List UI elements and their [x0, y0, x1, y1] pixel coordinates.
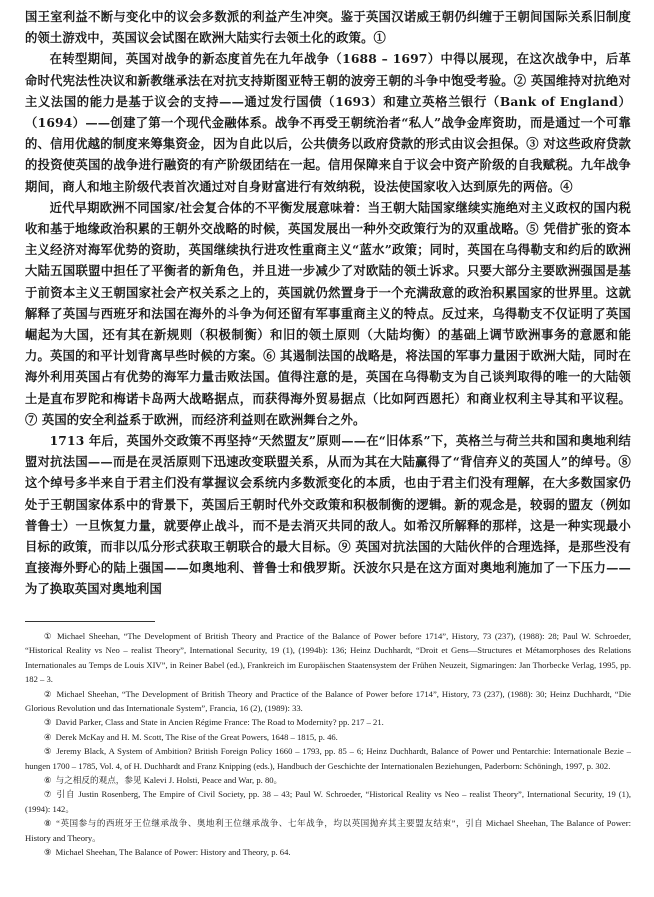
footnote-text: Jeremy Black, A System of Ambition? British Foreign Policy 1660 – 1793, pp. 85 – 6; Heinz Duchhardt, Balance of Power und Pentarchie: Internationale Bezie – hungen 1700 – 1785, Vol. 4, of H. Duchhardt and Franz Knipping (eds.), Handbuch der Geschichte der Internationalen Beziehungen, Paderborn: Schöningh, 1997, p. 302. [25, 746, 631, 771]
footnote-number: ⑧ [43, 818, 53, 829]
footnote-8 [25, 816, 631, 845]
footnote-9 [25, 845, 631, 859]
footnote-text: David Parker, Class and State in Ancien Régime France: The Road to Modernity? pp. 217 – 21. [55, 717, 384, 728]
body-paragraph-2: 在转型期间，英国对战争的新态度首先在九年战争（1688 – 1697）中得以展现，在这次战争中，后革命时代宪法性决议和新教继承法在对抗支持斯图亚特王朝的波旁王朝的斗争中饱受考验。② 英国维持对抗绝对主义法国的能力是基于议会的支持——通过发行国债（1693）和建立英格兰银行（Bank of England）（1694）——创建了第一个现代金融体系。战争不再受王朝统治者“私人”战争金库资助，而是通过一个可靠的、信用优越的制度来筹集资金，因为自此以后，公共债务以政府贷款的形式由议会担保。③ 对这些政府贷款的投资使英国的战争进行融资的有产阶级团结在一起。信用保障来自于议会中资产阶级的自我赋税。九年战争期间，商人和地主阶级代表首次通过对自身财富进行有效纳税，设法使国家收入达到原先的两倍。④ [25, 51, 631, 194]
footnote-number: ④ [43, 731, 52, 742]
footnote-6 [25, 773, 631, 787]
footnote-text: Derek McKay and H. M. Scott, The Rise of the Great Powers, 1648 – 1815, p. 46. [55, 731, 338, 742]
footnote-5 [25, 744, 631, 773]
footnote-3 [25, 715, 631, 729]
footnote-number: ⑨ [43, 847, 52, 858]
footnote-text: “英国参与的西班牙王位继承战争、奥地利王位继承战争、七年战争，均以英国抛弃其主要盟友结束”，引自 Michael Sheehan, The Balance of Power: History and Theory。 [25, 818, 631, 843]
footnote-1 [25, 629, 631, 687]
footnote-number: ⑦ [43, 789, 53, 800]
main-text [25, 6, 631, 600]
footnote-number: ⑥ [43, 775, 52, 786]
footnote-number: ① [43, 631, 54, 641]
footnote-2 [25, 687, 631, 716]
footnote-text: Michael Sheehan, “The Development of British Theory and Practice of the Balance of Power before 1714”, History, 73 (237), (1988): 30; Heinz Duchhardt, “Die Glorious Revolution und das Internationale System”, Francia, 16 (2), (1989): 33. [25, 688, 631, 714]
footnote-text: 引自 Justin Rosenberg, The Empire of Civil Society, pp. 38 – 43; Paul W. Schroeder, “Historical Reality vs Neo – realist Theory”, International Security, 19 (1), (1994): 142。 [25, 789, 631, 814]
body-paragraph-4: 1713 年后，英国外交政策不再坚持“天然盟友”原则——在“旧体系”下，英格兰与荷兰共和国和奥地利结盟对抗法国——而是在灵活原则下迅速改变联盟关系，从而为其在大陆赢得了“背信弃义的英国人”的绰号。⑧ 这个绰号多半来自于君主们没有掌握议会系统内多数派变化的本质，也由于君主们没有理解，在大多数国家仍处于王朝国家体系中的背景下，英国后王朝时代外交政策和积极制衡的逻辑。新的观念是，较弱的盟友（例如普鲁士）一旦恢复力量，就要停止战斗，而不是去消灭共同的敌人。如希汉所解释的那样，这是一种实现最小目标的政策，而非以瓜分形式获取王朝联合的最大目标。⑨ 英国对抗法国的大陆伙伴的合理选择，是那些没有直接海外野心的陆上强国——如奥地利、普鲁士和俄罗斯。沃波尔只是在这方面对奥地利施加了一下压力——为了换取英国对奥地利国 [25, 433, 631, 597]
footnote-4 [25, 730, 631, 744]
footnote-7 [25, 787, 631, 816]
footnote-number: ⑤ [43, 746, 53, 757]
footnote-text: Michael Sheehan, The Balance of Power: History and Theory, p. 64. [55, 847, 291, 858]
footnote-number: ③ [43, 717, 52, 728]
body-paragraph-3: 近代早期欧洲不同国家/社会复合体的不平衡发展意味着：当王朝大陆国家继续实施绝对主义政权的国内税收和基于地缘政治积累的王朝外交战略的时候，英国发展出一种外交政策行为的双重战略。⑤ 凭借扩张的资本主义经济对海军优势的资助，英国继续执行进攻性重商主义“蓝水”政策；同时，英国在乌得勒支和约后的欧洲大陆五国联盟中担任了平衡者的新角色，并且进一步减少了对欧陆的领土诉求。只要大部分主要欧洲强国是基于前资本主义王朝国家社会产权关系之上的，英国就仍然置身于一个充满敌意的政治积累国家的世界里。这就解释了英国与西班牙和法国在海外的斗争为何还留有军事重商主义的特点。反过来，乌得勒支不仅证明了英国崛起为大国，还有其在新规则（积极制衡）和旧的领土原则（大陆均衡）的基础上调节欧洲事务的意愿和能力。英国的和平计划背离早些时候的方案。⑥ 其遏制法国的战略是，将法国的军事力量困于欧洲大陆，同时在海外利用英国占有优势的海军力量击败法国。值得注意的是，英国在乌得勒支为自己谈判取得的唯一的大陆领土是直布罗陀和梅诺卡岛两大战略据点，而获得海外贸易据点（比如阿西恩托）和商业权利主导其和平议程。⑦ 英国的安全利益系于欧洲，而经济利益则在欧洲舞台之外。 [25, 199, 631, 427]
footnote-divider [25, 621, 155, 622]
footnote-text: Michael Sheehan, “The Development of British Theory and Practice of the Balance of Power before 1714”, History, 73 (237), (1988): 28; Paul W. Schroeder, “Historical Reality vs Neo – realist Theory”, International Security, 19 (1), (1994b): 136; Heinz Duchhardt, “Droit et Gens—Structures et Métamorphoses des Relations Internationales au Temps de Louis XIV”, in Reiner Babel (ed.), Frankreich im Europäischen Staatensystem der Frühen Neuzeit, Sigmaringen: Jan Thorbecke Verlag, 1995, pp. 182 – 3. [25, 631, 631, 685]
footnote-number: ② [43, 688, 53, 699]
body-paragraph-1: 国王室利益不断与变化中的议会多数派的利益产生冲突。鉴于英国汉诺威王朝仍纠缠于王朝间国际关系旧制度的领土游戏中，英国议会试图在欧洲大陆实行去领土化的政策。① [25, 9, 631, 46]
footnote-text: 与之相反的观点，参见 Kalevi J. Holsti, Peace and War, p. 80。 [55, 775, 283, 786]
footnotes [25, 629, 631, 860]
